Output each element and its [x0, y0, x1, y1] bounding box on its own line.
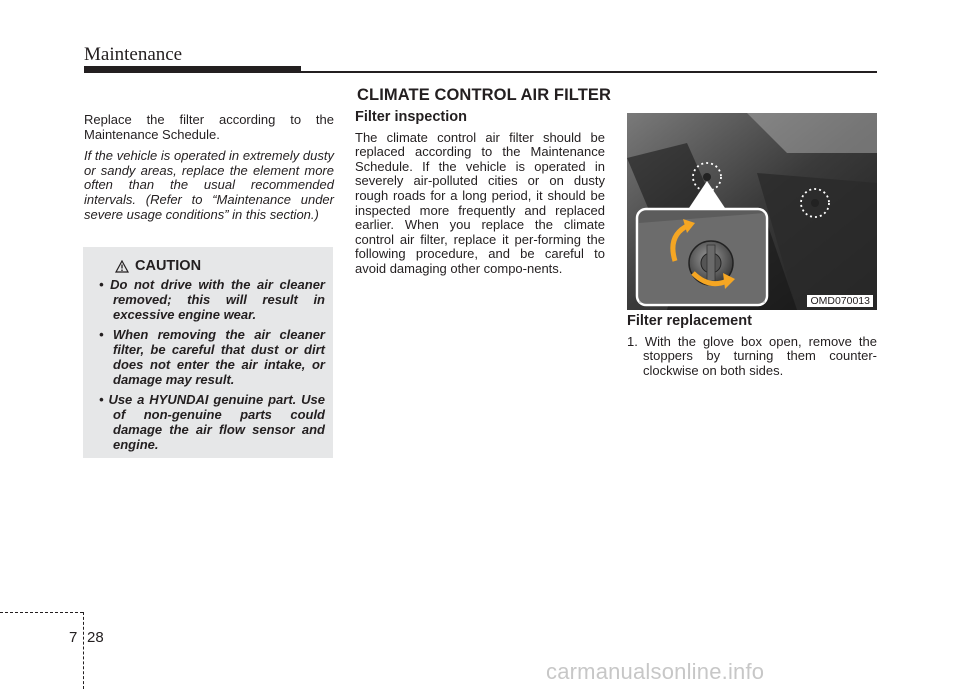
inspection-heading: Filter inspection [355, 109, 467, 125]
caution-item: • When removing the air cleaner filter, be careful that dust or dirt does not enter the air intake, or damage may result. [99, 327, 325, 387]
caution-list [91, 277, 325, 452]
crop-mark-horizontal [0, 612, 83, 613]
intro-note: If the vehicle is operated in extremely dusty or sandy areas, replace the element more often than the usual recommended intervals. (Refer to “Maintenance under severe usage conditions” in this section.) [84, 148, 334, 222]
header-rule [301, 71, 877, 73]
figure-code: OMD070013 [807, 295, 873, 307]
crop-mark-vertical [83, 612, 84, 689]
header-bar [84, 66, 301, 73]
caution-header [115, 258, 325, 274]
section-label: Maintenance [84, 44, 183, 65]
glove-box-photo [627, 113, 877, 310]
inspection-body: The climate control air filter should be replaced according to the Maintenance Schedule. If the vehicle is operated in severely air-polluted cities or on dusty rough roads for a long period, it should be inspected more frequently and replaced earlier. When you replace the climate control air filter, replace it per-forming the following procedure, and be careful to avoid damaging other compo-nents. [355, 129, 605, 276]
warning-triangle-icon [115, 260, 129, 273]
page-title: CLIMATE CONTROL AIR FILTER [357, 86, 612, 104]
caution-item: • Do not drive with the air cleaner removed; this will result in excessive engine wear. [99, 277, 325, 322]
intro-text: Replace the filter according to the Maintenance Schedule. [84, 112, 334, 142]
watermark: carmanualsonline.info [546, 659, 765, 684]
replacement-step: 1. With the glove box open, remove the stoppers by turning them counter-clockwise on both sides. [627, 333, 877, 378]
caution-box [83, 247, 333, 458]
intro-column [84, 113, 334, 222]
page-number: 28 [87, 629, 104, 646]
chapter-number: 7 [69, 629, 78, 646]
caution-title: CAUTION [135, 258, 202, 274]
inspection-column [355, 110, 605, 277]
glove-box-stopper-illustration [627, 113, 877, 310]
caution-item: • Use a HYUNDAI genuine part. Use of non-genuine parts could damage the air flow sensor and engine. [99, 392, 325, 452]
replacement-column [627, 314, 877, 378]
replacement-heading: Filter replacement [627, 313, 752, 329]
